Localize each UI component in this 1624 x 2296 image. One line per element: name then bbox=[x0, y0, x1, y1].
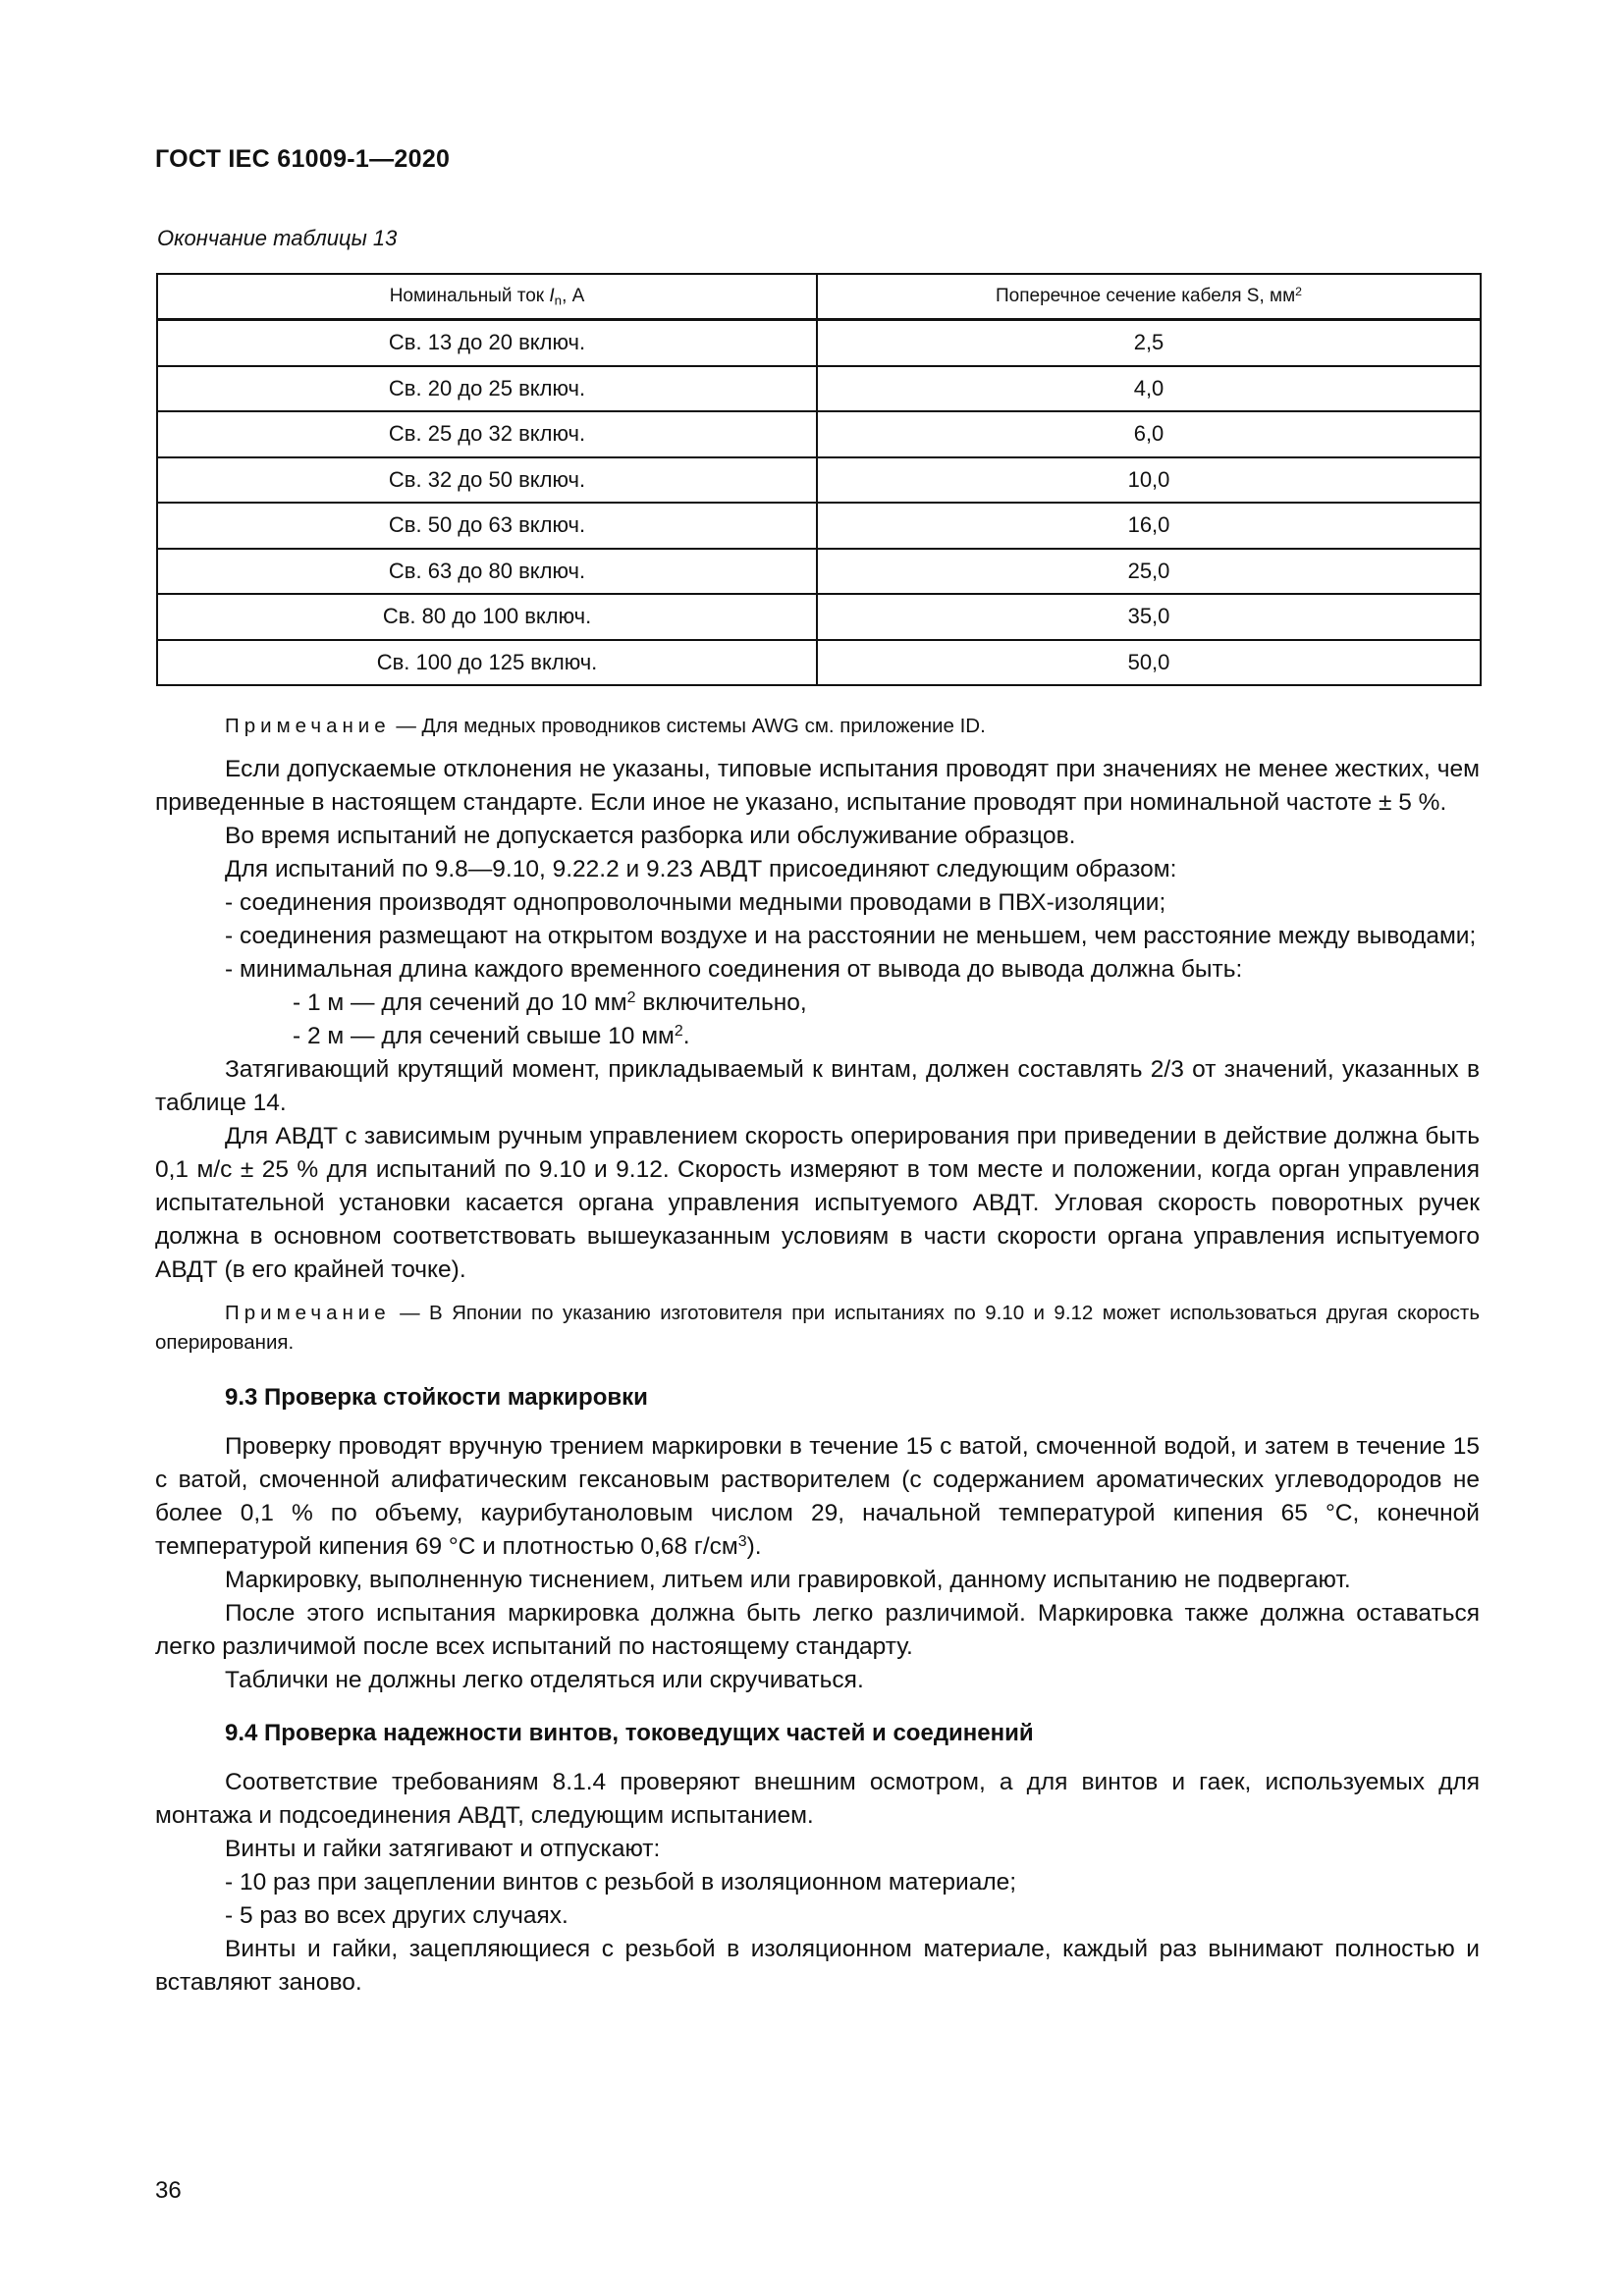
cable-section-table bbox=[156, 273, 1482, 686]
list-item: - 5 раз во всех других случаях. bbox=[225, 1902, 568, 1929]
table-row bbox=[157, 366, 1481, 412]
note-awg: Примечание — Для медных проводников системы AWG см. приложение ID. bbox=[225, 715, 986, 737]
list-item: - соединения производят однопроволочными медными проводами в ПВХ-изоляции; bbox=[225, 889, 1166, 916]
list-item: - минимальная длина каждого временного соединения от вывода до вывода должна быть: bbox=[225, 956, 1243, 983]
current-cell: Св. 13 до 20 включ. bbox=[157, 320, 817, 366]
paragraph: Винты и гайки, зацепляющиеся с резьбой в изоляционном материале, каждый раз вынимают полностью и вставляют заново. bbox=[155, 1936, 1480, 1996]
table-header-row bbox=[157, 274, 1481, 320]
paragraph: Затягивающий крутящий момент, прикладываемый к винтам, должен составлять 2/3 от значений, указанных в таблице 14. bbox=[155, 1056, 1480, 1116]
current-cell: Св. 100 до 125 включ. bbox=[157, 640, 817, 686]
rated-current-header: Номинальный ток $I_n$, А bbox=[157, 274, 817, 320]
paragraph: Соответствие требованиям 8.1.4 проверяют внешним осмотром, а для винтов и гаек, используемых для монтажа и подсоединения АВДТ, следующим испытанием. bbox=[155, 1769, 1480, 1829]
list-item: - соединения размещают на открытом воздухе и на расстоянии не меньшем, чем расстояние между выводами; bbox=[225, 923, 1477, 949]
list-item: - 10 раз при зацеплении винтов с резьбой в изоляционном материале; bbox=[225, 1869, 1017, 1896]
table-row bbox=[157, 503, 1481, 549]
paragraph: Маркировку, выполненную тиснением, литьем или гравировкой, данному испытанию не подвергают. bbox=[225, 1567, 1351, 1593]
table-row bbox=[157, 640, 1481, 686]
paragraph: Для АВДТ с зависимым ручным управлением скорость оперирования при приведении в действие должна быть 0,1 м/с ± 25 % для испытаний по 9.10 и 9.12. Скорость измеряют в том месте и положении, когда орган управления испытательной установки касается органа управления испытуемого АВДТ. Угловая скорость поворотных ручек должна в основном соответствовать вышеуказанным условиям в части скорости органа управления испытуемого АВДТ (в его крайней точке). bbox=[155, 1123, 1480, 1283]
section-cell: 10,0 bbox=[817, 457, 1481, 504]
section-cell: 25,0 bbox=[817, 549, 1481, 595]
paragraph: Проверку проводят вручную трением маркировки в течение 15 с ватой, смоченной водой, и затем в течение 15 с ватой, смоченной алифатическим гексановым растворителем (с содержанием ароматических углеводородов не более 0,1 % по объему, каурибутаноловым числом 29, начальной температурой кипения 65 °С, конечной температурой кипения 69 °С и плотностью 0,68 $г/см^3$). bbox=[155, 1433, 1480, 1560]
current-cell: Св. 32 до 50 включ. bbox=[157, 457, 817, 504]
table-row bbox=[157, 549, 1481, 595]
paragraph: Для испытаний по 9.8—9.10, 9.22.2 и 9.23 АВДТ присоединяют следующим образом: bbox=[225, 856, 1177, 882]
section-cell: 50,0 bbox=[817, 640, 1481, 686]
section-cell: 2,5 bbox=[817, 320, 1481, 366]
current-cell: Св. 25 до 32 включ. bbox=[157, 411, 817, 457]
section-heading-9-3: 9.3 Проверка стойкости маркировки bbox=[225, 1384, 648, 1411]
paragraph: Винты и гайки затягивают и отпускают: bbox=[225, 1836, 661, 1862]
section-cell: 16,0 bbox=[817, 503, 1481, 549]
table-row bbox=[157, 320, 1481, 366]
paragraph: Если допускаемые отклонения не указаны, типовые испытания проводят при значениях не менее жестких, чем приведенные в настоящем стандарте. Если иное не указано, испытание проводят при номинальной частоте ± 5 %. bbox=[155, 756, 1480, 816]
section-cell: 6,0 bbox=[817, 411, 1481, 457]
table-row bbox=[157, 411, 1481, 457]
paragraph: Во время испытаний не допускается разборка или обслуживание образцов. bbox=[225, 823, 1076, 849]
section-cell: 35,0 bbox=[817, 594, 1481, 640]
table-row bbox=[157, 457, 1481, 504]
section-cell: 4,0 bbox=[817, 366, 1481, 412]
sub-list-item: - 1 м — для сечений до 10 $мм^2$ включительно, bbox=[293, 989, 807, 1016]
paragraph: Таблички не должны легко отделяться или скручиваться. bbox=[225, 1667, 864, 1693]
current-cell: Св. 80 до 100 включ. bbox=[157, 594, 817, 640]
main-text bbox=[155, 712, 1480, 2000]
current-cell: Св. 20 до 25 включ. bbox=[157, 366, 817, 412]
standard-header: ГОСТ IEC 61009-1—2020 bbox=[155, 145, 451, 173]
cable-section-header: Поперечное сечение кабеля S, $мм^2$ bbox=[817, 274, 1481, 320]
table-caption: Окончание таблицы 13 bbox=[157, 226, 398, 250]
current-cell: Св. 63 до 80 включ. bbox=[157, 549, 817, 595]
page-number: 36 bbox=[155, 2177, 182, 2204]
current-cell: Св. 50 до 63 включ. bbox=[157, 503, 817, 549]
paragraph: После этого испытания маркировка должна быть легко различимой. Маркировка также должна оставаться легко различимой после всех испытаний по настоящему стандарту. bbox=[155, 1600, 1480, 1660]
table-row bbox=[157, 594, 1481, 640]
note-japan: Примечание — В Японии по указанию изготовителя при испытаниях по 9.10 и 9.12 может использоваться другая скорость оперирования. bbox=[155, 1302, 1480, 1354]
section-heading-9-4: 9.4 Проверка надежности винтов, токоведущих частей и соединений bbox=[225, 1720, 1034, 1746]
sub-list-item: - 2 м — для сечений свыше 10 $мм^2$. bbox=[293, 1023, 690, 1049]
